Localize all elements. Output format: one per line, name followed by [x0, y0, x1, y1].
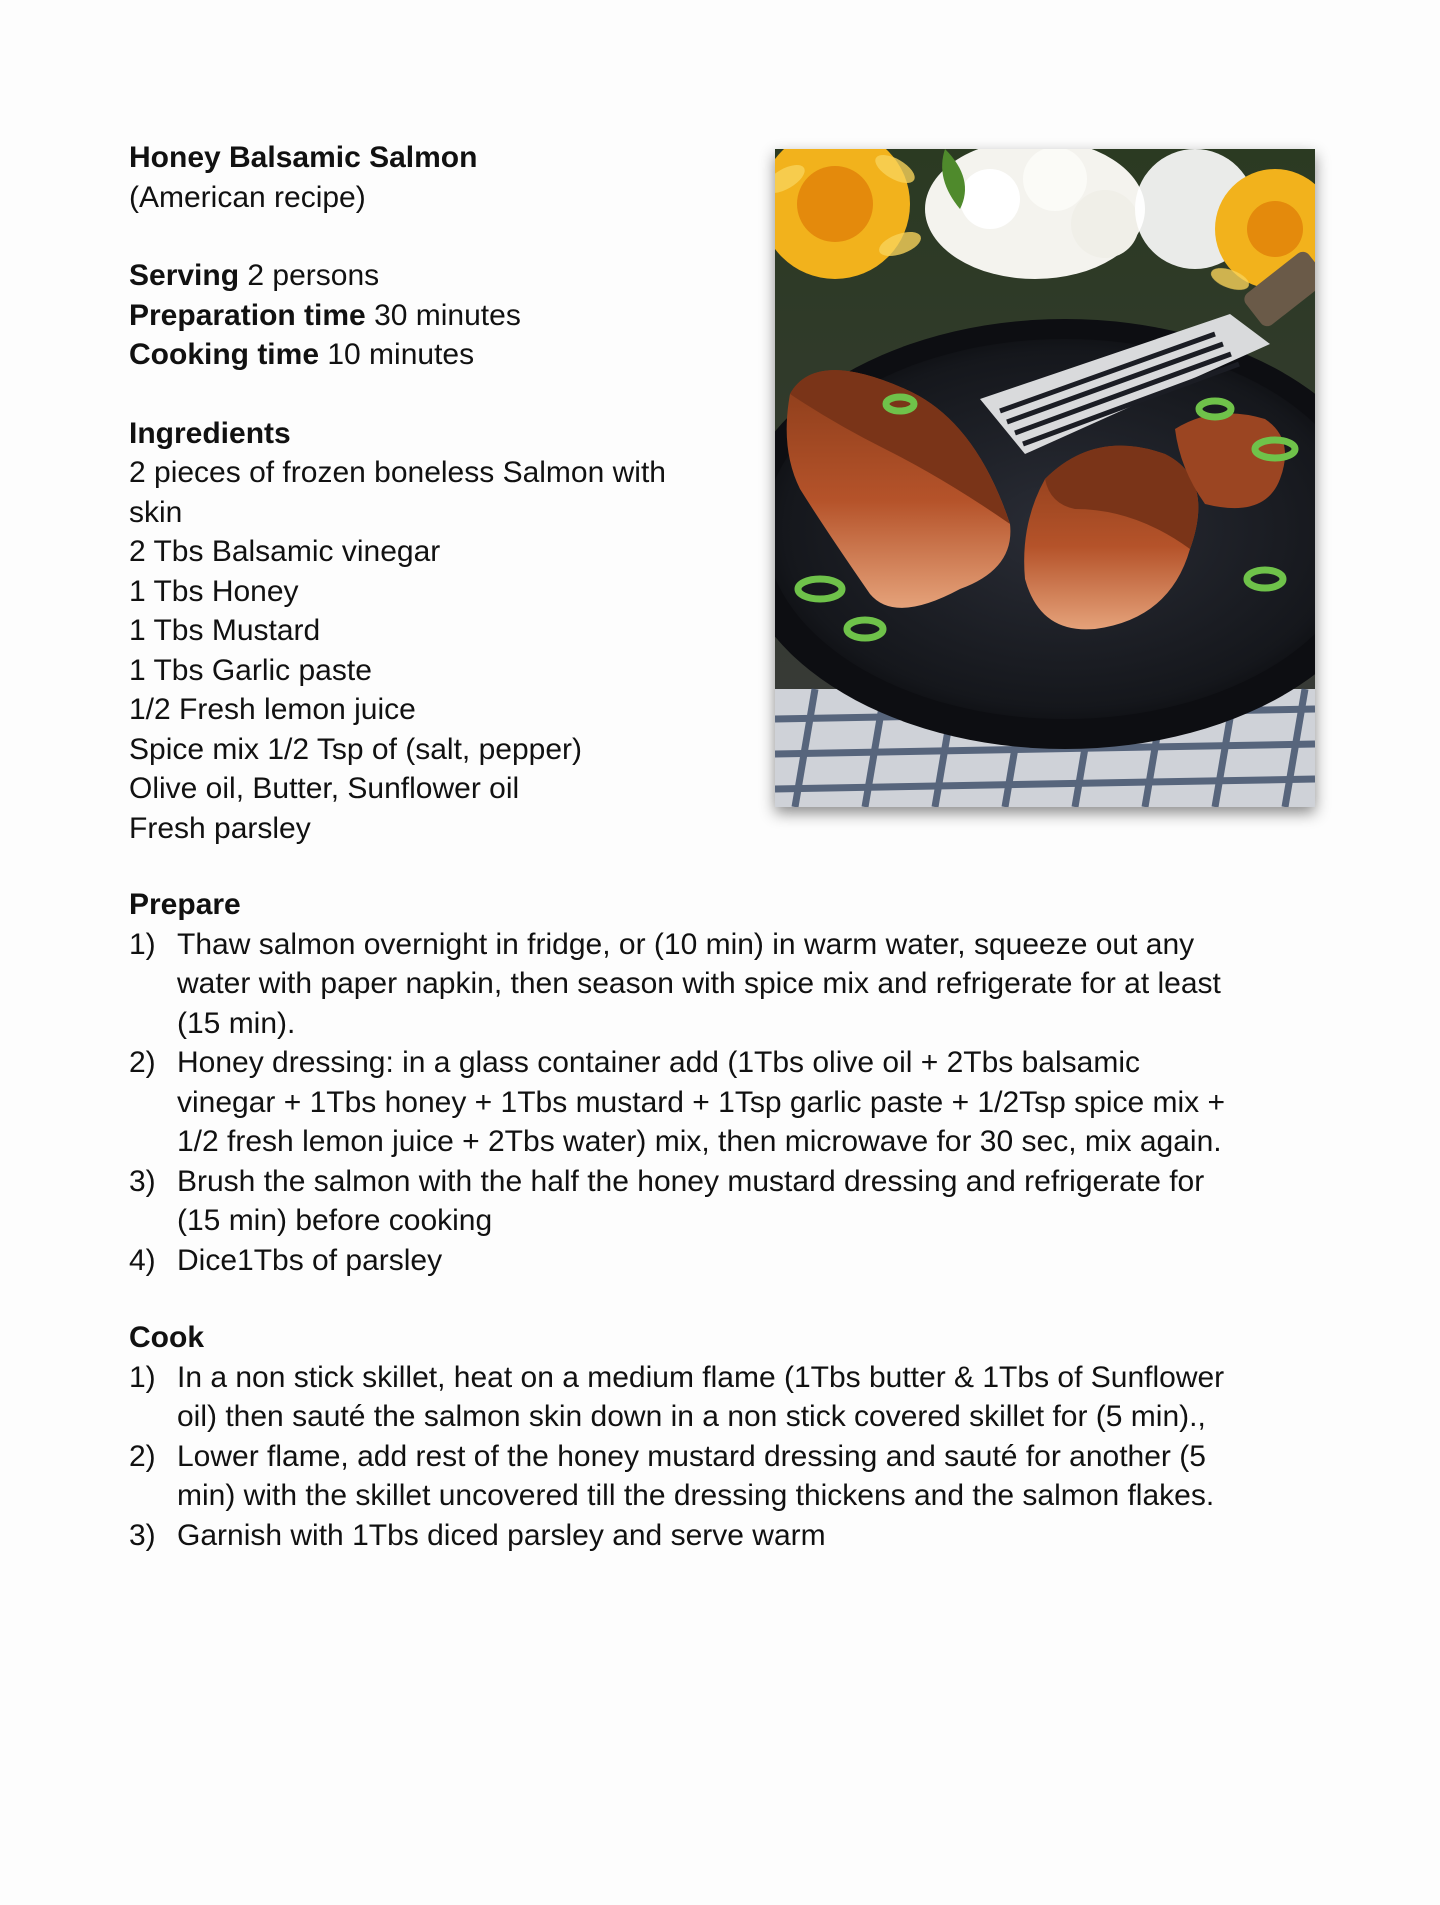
ingredient-line: 1 Tbs Mustard [129, 614, 321, 647]
step-line: Brush the salmon with the half the honey mustard dressing and refrigerate for [177, 1164, 1205, 1198]
ingredient-line: 2 pieces of frozen boneless Salmon with [129, 456, 666, 489]
ingredient-line: skin [129, 495, 183, 529]
ingredient-line: 2 Tbs Balsamic vinegar [129, 535, 441, 568]
step-text [177, 1043, 1329, 1162]
ingredient-line: 1 Tbs Garlic paste [129, 653, 372, 687]
cook-time-label: Cooking time [129, 338, 320, 371]
serving-line [129, 256, 729, 296]
ingredient-line: Spice mix 1/2 Tsp of (salt, pepper) [129, 732, 582, 766]
step-line: Thaw salmon overnight in fridge, or (10 min) in warm water, squeeze out any [177, 927, 1195, 961]
step-line: (15 min) before cooking [177, 1204, 493, 1237]
recipe-origin: (American recipe) [129, 180, 366, 214]
cook-steps-list [129, 1358, 1329, 1556]
list-item [129, 925, 1329, 1044]
flowers [775, 149, 1315, 294]
ingredients-heading: Ingredients [129, 416, 291, 450]
step-line: (15 min). [177, 1006, 296, 1040]
step-text [177, 925, 1329, 1044]
recipe-header-and-ingredients [129, 138, 729, 848]
prep-time-value: 30 minutes [365, 298, 521, 332]
step-line: oil) then sauté the salmon skin down in a non stick covered skillet for (5 min)., [177, 1400, 1206, 1433]
step-text [177, 1162, 1329, 1241]
cook-time-line [129, 335, 729, 375]
step-line: 1/2 fresh lemon juice + 2Tbs water) mix, then microwave for 30 sec, mix again. [177, 1125, 1222, 1158]
list-item [129, 1437, 1329, 1516]
step-number: 2) [129, 1046, 156, 1079]
serving-value: 2 persons [239, 259, 380, 292]
step-line: Honey dressing: in a glass container add (1Tbs olive oil + 2Tbs balsamic [177, 1046, 1140, 1079]
step-text [177, 1437, 1329, 1516]
step-text [177, 1358, 1329, 1437]
list-item [129, 1516, 1329, 1556]
step-number: 1) [129, 1360, 156, 1394]
prep-time-line [129, 296, 729, 336]
step-text [177, 1516, 1329, 1556]
salmon-skillet-illustration [775, 149, 1315, 807]
prepare-section [129, 885, 1329, 1280]
step-line: Lower flame, add rest of the honey mustard dressing and sauté for another (5 [177, 1439, 1206, 1473]
step-line: Dice1Tbs of parsley [177, 1243, 443, 1277]
step-number: 4) [129, 1243, 156, 1277]
step-number: 3) [129, 1518, 156, 1552]
salmon-photo [775, 149, 1315, 807]
step-line: Garnish with 1Tbs diced parsley and serve warm [177, 1518, 826, 1552]
step-line: water with paper napkin, then season with spice mix and refrigerate for at least [177, 967, 1221, 1000]
step-number: 3) [129, 1164, 156, 1198]
ingredient-line: 1/2 Fresh lemon juice [129, 693, 416, 726]
ingredient-line: Fresh parsley [129, 811, 311, 845]
list-item [129, 1043, 1329, 1162]
list-item [129, 1162, 1329, 1241]
cook-heading: Cook [129, 1321, 204, 1354]
ingredient-line: 1 Tbs Honey [129, 574, 299, 608]
step-line: In a non stick skillet, heat on a medium flame (1Tbs butter & 1Tbs of Sunflower [177, 1360, 1225, 1394]
prep-time-label: Preparation time [129, 298, 366, 332]
step-number: 2) [129, 1439, 156, 1473]
list-item [129, 1358, 1329, 1437]
ingredient-line: Olive oil, Butter, Sunflower oil [129, 772, 520, 805]
prepare-steps-list [129, 925, 1329, 1281]
serving-label: Serving [129, 259, 240, 292]
recipe-title: Honey Balsamic Salmon [129, 141, 478, 174]
step-text [177, 1241, 1329, 1281]
step-line: min) with the skillet uncovered till the dressing thickens and the salmon flakes. [177, 1479, 1215, 1512]
cook-time-value: 10 minutes [319, 338, 475, 371]
prepare-heading: Prepare [129, 888, 241, 921]
step-line: vinegar + 1Tbs honey + 1Tbs mustard + 1Tsp garlic paste + 1/2Tsp spice mix + [177, 1085, 1226, 1119]
list-item [129, 1241, 1329, 1281]
step-number: 1) [129, 927, 156, 961]
cook-section [129, 1318, 1329, 1555]
